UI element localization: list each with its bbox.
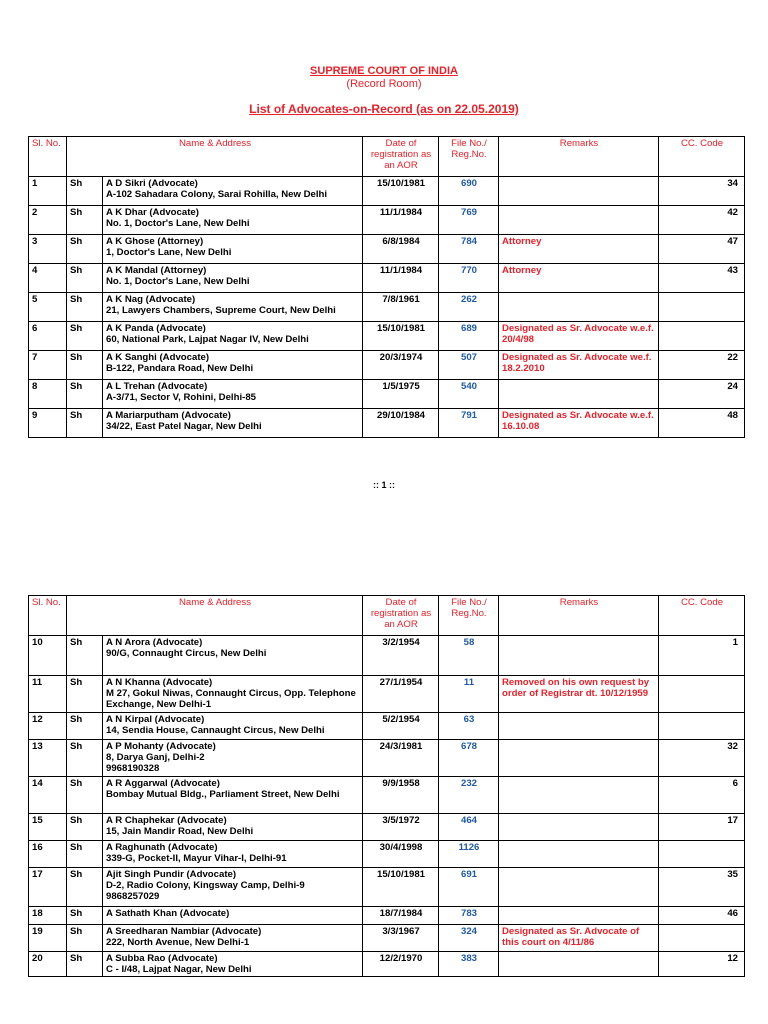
cell-cc-code: 17 [659,814,745,841]
cell-file-no: 63 [439,713,499,740]
cell-registration-date: 7/8/1961 [363,293,439,322]
cell-file-no: 464 [439,814,499,841]
cell-cc-code [659,676,745,713]
advocate-address: A-102 Sahadara Colony, Sarai Rohilla, New Delhi [106,189,328,200]
cell-title: Sh [67,841,103,868]
cell-title: Sh [67,777,103,814]
cell-name-address [103,235,363,264]
cell-name-address [103,952,363,977]
advocate-name: A Subba Rao (Advocate) [106,953,218,964]
cell-registration-date: 6/8/1984 [363,235,439,264]
cell-file-no: 1126 [439,841,499,868]
col-header-date: Date of registration as an AOR [363,137,439,177]
cell-remarks [499,777,659,814]
cell-cc-code: 34 [659,177,745,206]
cell-sl-no: 20 [29,952,67,977]
cell-registration-date: 15/10/1981 [363,322,439,351]
cell-name-address [103,351,363,380]
advocate-address: 60, National Park, Lajpat Nagar IV, New Delhi [106,334,309,345]
cell-name-address [103,177,363,206]
col-header-sl: Sl. No. [29,596,67,636]
advocate-name: A Sreedharan Nambiar (Advocate) [106,926,262,937]
advocate-name: A R Chaphekar (Advocate) [106,815,227,826]
table-row [29,409,745,438]
cell-remarks [499,740,659,777]
cell-title: Sh [67,676,103,713]
advocate-name: A N Khanna (Advocate) [106,677,213,688]
document-title: SUPREME COURT OF INDIA [310,65,458,77]
advocate-address: Bombay Mutual Bldg., Parliament Street, New Delhi [106,789,340,800]
table-row [29,177,745,206]
cell-file-no: 324 [439,925,499,952]
cell-file-no: 540 [439,380,499,409]
advocate-address: M 27, Gokul Niwas, Connaught Circus, Opp. Telephone Exchange, New Delhi-1 [106,688,356,710]
cell-registration-date: 20/3/1974 [363,351,439,380]
advocate-name: A Sathath Khan (Advocate) [106,908,230,919]
cell-cc-code [659,322,745,351]
cell-sl-no: 6 [29,322,67,351]
cell-remarks: Attorney [499,235,659,264]
cell-sl-no: 17 [29,868,67,907]
advocate-name: A K Mandal (Attorney) [106,265,207,276]
cell-cc-code: 35 [659,868,745,907]
advocate-address: 21, Lawyers Chambers, Supreme Court, New Delhi [106,305,336,316]
advocate-name: A K Panda (Advocate) [106,323,206,334]
cell-remarks: Designated as Sr. Advocate we.f. 18.2.2010 [499,351,659,380]
cell-file-no: 689 [439,322,499,351]
cell-title: Sh [67,636,103,676]
cell-file-no: 784 [439,235,499,264]
cell-file-no: 770 [439,264,499,293]
cell-sl-no: 15 [29,814,67,841]
cell-sl-no: 4 [29,264,67,293]
table-row [29,841,745,868]
cell-cc-code: 43 [659,264,745,293]
cell-file-no: 507 [439,351,499,380]
table-row [29,636,745,676]
cell-registration-date: 3/2/1954 [363,636,439,676]
table-row [29,380,745,409]
cell-file-no: 791 [439,409,499,438]
advocate-address: 339-G, Pocket-II, Mayur Vihar-I, Delhi-91 [106,853,287,864]
cell-sl-no: 10 [29,636,67,676]
cell-title: Sh [67,907,103,925]
advocate-address: 34/22, East Patel Nagar, New Delhi [106,421,262,432]
advocate-address: 1, Doctor's Lane, New Delhi [106,247,232,258]
table-row [29,676,745,713]
cell-sl-no: 16 [29,841,67,868]
advocate-name: A Raghunath (Advocate) [106,842,218,853]
table-row [29,235,745,264]
col-header-remarks: Remarks [499,596,659,636]
cell-registration-date: 3/3/1967 [363,925,439,952]
cell-cc-code: 47 [659,235,745,264]
cell-sl-no: 7 [29,351,67,380]
table-row [29,206,745,235]
cell-cc-code [659,925,745,952]
col-header-date: Date of registration as an AOR [363,596,439,636]
cell-title: Sh [67,206,103,235]
cell-title: Sh [67,925,103,952]
cell-title: Sh [67,740,103,777]
advocate-name: A P Mohanty (Advocate) [106,741,216,752]
cell-remarks [499,380,659,409]
advocate-name: Ajit Singh Pundir (Advocate) [106,869,237,880]
table-body-page-2 [29,636,745,977]
cell-remarks [499,907,659,925]
cell-title: Sh [67,952,103,977]
table-row [29,322,745,351]
advocate-address: 15, Jain Mandir Road, New Delhi [106,826,254,837]
cell-title: Sh [67,814,103,841]
cell-name-address [103,206,363,235]
cell-registration-date: 5/2/1954 [363,713,439,740]
cell-name-address [103,322,363,351]
advocate-name: A L Trehan (Advocate) [106,381,208,392]
page-number: :: 1 :: [373,480,395,490]
cell-file-no: 383 [439,952,499,977]
table-row [29,925,745,952]
advocate-name: A N Kirpal (Advocate) [106,714,205,725]
cell-name-address [103,777,363,814]
cell-name-address [103,841,363,868]
cell-registration-date: 27/1/1954 [363,676,439,713]
cell-cc-code [659,841,745,868]
cell-sl-no: 19 [29,925,67,952]
cell-registration-date: 15/10/1981 [363,868,439,907]
cell-sl-no: 9 [29,409,67,438]
cell-registration-date: 24/3/1981 [363,740,439,777]
advocate-address: 14, Sendia House, Cannaught Circus, New Delhi [106,725,325,736]
col-header-file: File No./ Reg.No. [439,596,499,636]
col-header-cc: CC. Code [659,596,745,636]
cell-registration-date: 1/5/1975 [363,380,439,409]
cell-registration-date: 3/5/1972 [363,814,439,841]
cell-registration-date: 29/10/1984 [363,409,439,438]
cell-file-no: 769 [439,206,499,235]
cell-remarks [499,206,659,235]
cell-sl-no: 5 [29,293,67,322]
advocate-address: D-2, Radio Colony, Kingsway Camp, Delhi-9 9868257029 [106,880,305,902]
cell-remarks [499,868,659,907]
cell-remarks [499,841,659,868]
cell-registration-date: 11/1/1984 [363,264,439,293]
advocate-address: C - I/48, Lajpat Nagar, New Delhi [106,964,252,975]
cell-title: Sh [67,235,103,264]
table-row [29,952,745,977]
advocate-name: A D Sikri (Advocate) [106,178,198,189]
cell-name-address [103,264,363,293]
advocate-address: No. 1, Doctor's Lane, New Delhi [106,276,250,287]
cell-registration-date: 30/4/1998 [363,841,439,868]
advocate-name: A K Ghose (Attorney) [106,236,204,247]
cell-name-address [103,409,363,438]
col-header-file: File No./ Reg.No. [439,137,499,177]
cell-name-address [103,868,363,907]
cell-file-no: 783 [439,907,499,925]
cell-registration-date: 15/10/1981 [363,177,439,206]
cell-file-no: 678 [439,740,499,777]
col-header-name: Name & Address [67,137,363,177]
cell-title: Sh [67,177,103,206]
table-header-row [29,596,745,636]
cell-remarks: Designated as Sr. Advocate of this court on 4/11/86 [499,925,659,952]
cell-sl-no: 12 [29,713,67,740]
cell-file-no: 690 [439,177,499,206]
cell-cc-code: 24 [659,380,745,409]
cell-cc-code: 32 [659,740,745,777]
advocate-address: B-122, Pandara Road, New Delhi [106,363,254,374]
cell-remarks [499,293,659,322]
advocates-table-page-2 [28,595,745,977]
cell-registration-date: 11/1/1984 [363,206,439,235]
col-header-cc: CC. Code [659,137,745,177]
cell-title: Sh [67,713,103,740]
cell-cc-code: 46 [659,907,745,925]
table-row [29,907,745,925]
cell-name-address [103,380,363,409]
cell-remarks [499,177,659,206]
cell-remarks [499,713,659,740]
cell-remarks [499,952,659,977]
advocate-name: A K Dhar (Advocate) [106,207,199,218]
cell-cc-code: 6 [659,777,745,814]
cell-name-address [103,740,363,777]
table-header-row [29,137,745,177]
table-body-page-1 [29,177,745,438]
cell-cc-code [659,713,745,740]
advocate-name: A N Arora (Advocate) [106,637,203,648]
cell-title: Sh [67,380,103,409]
cell-cc-code: 12 [659,952,745,977]
cell-remarks: Attorney [499,264,659,293]
list-title: List of Advocates-on-Record (as on 22.05.2019) [249,102,519,116]
cell-cc-code: 22 [659,351,745,380]
cell-cc-code: 42 [659,206,745,235]
advocate-address: 8, Darya Ganj, Delhi-2 9968190328 [106,752,205,774]
advocate-address: A-3/71, Sector V, Rohini, Delhi-85 [106,392,256,403]
table-row [29,293,745,322]
cell-file-no: 262 [439,293,499,322]
cell-name-address [103,293,363,322]
cell-title: Sh [67,264,103,293]
cell-remarks: Designated as Sr. Advocate w.e.f. 16.10.08 [499,409,659,438]
advocate-address: 222, North Avenue, New Delhi-1 [106,937,250,948]
cell-sl-no: 3 [29,235,67,264]
cell-registration-date: 18/7/1984 [363,907,439,925]
cell-title: Sh [67,351,103,380]
advocate-name: A K Sanghi (Advocate) [106,352,210,363]
cell-file-no: 691 [439,868,499,907]
cell-registration-date: 9/9/1958 [363,777,439,814]
col-header-sl: Sl. No. [29,137,67,177]
advocates-table-page-1 [28,136,745,438]
cell-remarks: Designated as Sr. Advocate w.e.f. 20/4/98 [499,322,659,351]
cell-file-no: 58 [439,636,499,676]
table-row [29,777,745,814]
cell-sl-no: 14 [29,777,67,814]
advocate-address: 90/G, Connaught Circus, New Delhi [106,648,267,659]
advocate-name: A R Aggarwal (Advocate) [106,778,220,789]
cell-name-address [103,676,363,713]
cell-cc-code: 48 [659,409,745,438]
advocate-name: A K Nag (Advocate) [106,294,196,305]
col-header-remarks: Remarks [499,137,659,177]
cell-name-address [103,925,363,952]
advocate-address: No. 1, Doctor's Lane, New Delhi [106,218,250,229]
cell-remarks [499,636,659,676]
cell-title: Sh [67,868,103,907]
cell-cc-code: 1 [659,636,745,676]
cell-sl-no: 1 [29,177,67,206]
cell-registration-date: 12/2/1970 [363,952,439,977]
table-row [29,351,745,380]
table-row [29,713,745,740]
cell-sl-no: 2 [29,206,67,235]
table-row [29,868,745,907]
cell-file-no: 11 [439,676,499,713]
cell-file-no: 232 [439,777,499,814]
cell-name-address [103,636,363,676]
cell-sl-no: 13 [29,740,67,777]
cell-remarks [499,814,659,841]
col-header-name: Name & Address [67,596,363,636]
cell-title: Sh [67,409,103,438]
cell-remarks: Removed on his own request by order of Registrar dt. 10/12/1959 [499,676,659,713]
cell-sl-no: 11 [29,676,67,713]
cell-title: Sh [67,293,103,322]
cell-name-address [103,814,363,841]
cell-name-address [103,713,363,740]
cell-sl-no: 8 [29,380,67,409]
cell-name-address [103,907,363,925]
cell-cc-code [659,293,745,322]
document-subtitle: (Record Room) [346,78,422,90]
cell-sl-no: 18 [29,907,67,925]
table-row [29,814,745,841]
table-row [29,740,745,777]
cell-title: Sh [67,322,103,351]
table-row [29,264,745,293]
advocate-name: A Mariarputham (Advocate) [106,410,231,421]
